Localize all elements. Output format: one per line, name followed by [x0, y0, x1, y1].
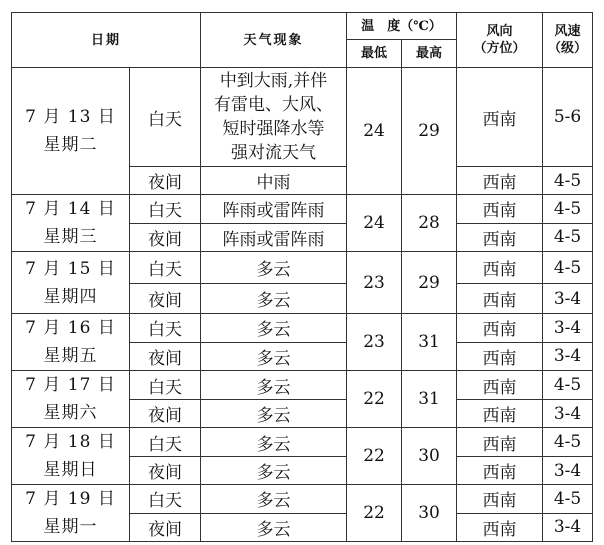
wind-direction: 西南 — [457, 314, 543, 343]
forecast-row-day — [12, 428, 593, 457]
date-cell — [12, 485, 130, 542]
period-label: 白天 — [130, 428, 201, 457]
weekday-label: 星期五 — [43, 346, 98, 366]
weather-description: 阵雨或雷阵雨 — [201, 195, 347, 224]
period-label: 夜间 — [130, 400, 201, 428]
weather-description: 多云 — [201, 342, 347, 371]
date-label: 7 月 16 日 — [25, 318, 116, 338]
forecast-row-day — [12, 195, 593, 224]
date-label: 7 月 19 日 — [25, 489, 116, 509]
wind-speed: 4-5 — [543, 252, 593, 284]
wind-direction: 西南 — [457, 284, 543, 314]
period-label: 夜间 — [130, 457, 201, 485]
date-label: 7 月 13 日 — [25, 107, 116, 127]
weekday-label: 星期四 — [43, 286, 98, 307]
header-max-temp: 最高 — [402, 40, 457, 68]
max-temp: 28 — [402, 195, 457, 252]
header-wind-direction-line1: 风向 — [486, 24, 513, 39]
weather-description: 多云 — [201, 428, 347, 457]
wind-speed: 3-4 — [543, 513, 593, 542]
wind-speed: 4-5 — [543, 167, 593, 195]
date-label: 7 月 17 日 — [25, 375, 116, 395]
weather-description: 中雨 — [201, 167, 347, 195]
wind-speed: 3-4 — [543, 314, 593, 343]
weather-line: 中到大雨,并伴 — [219, 71, 328, 91]
period-label: 白天 — [130, 314, 201, 343]
wind-speed: 4-5 — [543, 371, 593, 400]
wind-direction: 西南 — [457, 513, 543, 542]
header-wind-direction-line2: （方位） — [473, 41, 526, 56]
weekday-label: 星期日 — [43, 460, 98, 480]
weekday-label: 星期三 — [43, 227, 98, 247]
wind-direction: 西南 — [457, 485, 543, 514]
weather-forecast-table — [11, 12, 593, 542]
wind-direction: 西南 — [457, 428, 543, 457]
wind-speed: 4-5 — [543, 223, 593, 252]
wind-direction: 西南 — [457, 195, 543, 224]
forecast-row-day — [12, 485, 593, 514]
weekday-label: 星期一 — [43, 517, 98, 537]
max-temp: 31 — [402, 314, 457, 371]
header-min-temp: 最低 — [347, 40, 402, 68]
period-label: 白天 — [130, 371, 201, 400]
max-temp: 29 — [402, 252, 457, 314]
min-temp: 22 — [347, 428, 402, 485]
wind-direction: 西南 — [457, 223, 543, 252]
wind-direction: 西南 — [457, 68, 543, 167]
header-row — [12, 13, 593, 40]
weather-description: 多云 — [201, 513, 347, 542]
period-label: 白天 — [130, 195, 201, 224]
weather-line: 有雷电、大风、 — [214, 95, 334, 115]
min-temp: 24 — [347, 68, 402, 195]
date-cell — [12, 252, 130, 314]
weather-description: 多云 — [201, 400, 347, 428]
max-temp: 30 — [402, 428, 457, 485]
min-temp: 23 — [347, 314, 402, 371]
date-label: 7 月 14 日 — [25, 199, 116, 219]
date-label: 7 月 15 日 — [25, 258, 116, 279]
date-cell — [12, 68, 130, 195]
period-label: 夜间 — [130, 513, 201, 542]
weather-description — [201, 68, 347, 167]
weekday-label: 星期二 — [43, 135, 98, 155]
wind-direction: 西南 — [457, 371, 543, 400]
weather-line: 短时强降水等 — [222, 119, 325, 139]
min-temp: 22 — [347, 371, 402, 428]
weather-description: 阵雨或雷阵雨 — [201, 223, 347, 252]
period-label: 夜间 — [130, 342, 201, 371]
weather-description: 多云 — [201, 371, 347, 400]
min-temp: 22 — [347, 485, 402, 542]
period-label: 白天 — [130, 485, 201, 514]
header-weather: 天气现象 — [201, 13, 347, 68]
wind-direction: 西南 — [457, 400, 543, 428]
header-date: 日期 — [12, 13, 201, 68]
forecast-row-day — [12, 68, 593, 167]
period-label: 夜间 — [130, 167, 201, 195]
weather-description: 多云 — [201, 252, 347, 284]
header-wind-direction — [457, 13, 543, 68]
period-label: 夜间 — [130, 223, 201, 252]
period-label: 夜间 — [130, 284, 201, 314]
max-temp: 31 — [402, 371, 457, 428]
header-wind-speed — [543, 13, 593, 68]
wind-speed: 4-5 — [543, 428, 593, 457]
period-label: 白天 — [130, 68, 201, 167]
wind-direction: 西南 — [457, 252, 543, 284]
header-temperature: 温 度（℃） — [347, 13, 457, 40]
min-temp: 24 — [347, 195, 402, 252]
date-cell — [12, 428, 130, 485]
date-cell — [12, 195, 130, 252]
wind-speed: 3-4 — [543, 284, 593, 314]
weather-line: 强对流天气 — [231, 143, 317, 163]
wind-direction: 西南 — [457, 457, 543, 485]
period-label: 白天 — [130, 252, 201, 284]
wind-speed: 4-5 — [543, 195, 593, 224]
min-temp: 23 — [347, 252, 402, 314]
max-temp: 30 — [402, 485, 457, 542]
wind-direction: 西南 — [457, 342, 543, 371]
date-cell — [12, 371, 130, 428]
forecast-row-day — [12, 314, 593, 343]
wind-speed: 5-6 — [543, 68, 593, 167]
header-wind-speed-line2: （级） — [548, 41, 588, 56]
weekday-label: 星期六 — [43, 403, 98, 423]
wind-speed: 3-4 — [543, 400, 593, 428]
forecast-row-day — [12, 371, 593, 400]
wind-speed: 4-5 — [543, 485, 593, 514]
weather-description: 多云 — [201, 284, 347, 314]
header-wind-speed-line1: 风速 — [554, 24, 581, 39]
weather-description: 多云 — [201, 485, 347, 514]
date-cell — [12, 314, 130, 371]
wind-speed: 3-4 — [543, 342, 593, 371]
weather-description: 多云 — [201, 457, 347, 485]
forecast-row-day — [12, 252, 593, 284]
weather-description: 多云 — [201, 314, 347, 343]
wind-speed: 3-4 — [543, 457, 593, 485]
date-label: 7 月 18 日 — [25, 432, 116, 452]
wind-direction: 西南 — [457, 167, 543, 195]
max-temp: 29 — [402, 68, 457, 195]
